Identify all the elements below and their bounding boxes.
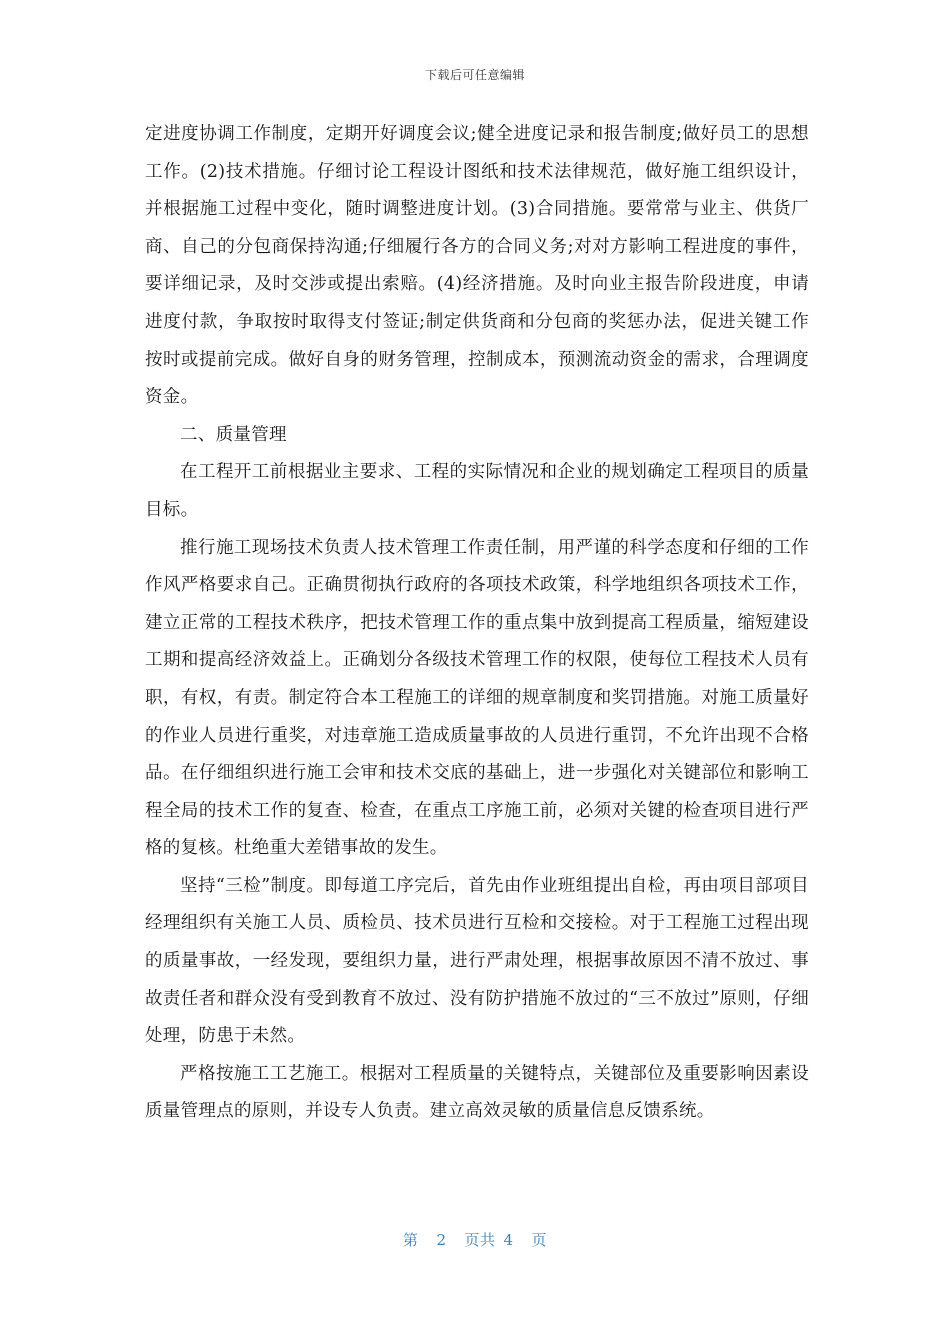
paragraph-technical-responsibility: 推行施工现场技术负责人技术管理工作责任制，用严谨的科学态度和仔细的工作作风严格要求自己。正确贯彻执行政府的各项技术政策，科学地组织各项技术工作，建立正常的工程技术秩序，把技术管理工作的重点集中放到提高工程质量，缩短建设工期和提高经济效益上。正确划分各级技术管理工作的权限，使每位工程技术人员有职，有权，有责。制定符合本工程施工的详细的规章制度和奖罚措施。对施工质量好的作业人员进行重奖，对违章施工造成质量事故的人员进行重罚，不允许出现不合格品。在仔细组织进行施工会审和技术交底的基础上，进一步强化对关键部位和影响工程全局的技术工作的复查、检查，在重点工序施工前，必须对关键的检查项目进行严格的复核。杜绝重大差错事故的发生。: [145, 537, 809, 859]
paragraph-three-inspections: 坚持“三检”制度。即每道工序完后，首先由作业班组提出自检，再由项目部项目经理组织有关施工人员、质检员、技术员进行互检和交接检。对于工程施工过程出现的质量事故，一经发现，要组织力量，进行严肃处理，根据事故原因不清不放过、事故责任者和群众没有受到教育不放过、没有防护措施不放过的“三不放过”原则，仔细处理，防患于未然。: [145, 875, 809, 1047]
paragraph-quality-goal: 在工程开工前根据业主要求、工程的实际情况和企业的规划确定工程项目的质量目标。: [145, 462, 809, 520]
document-body: [145, 116, 809, 1131]
paragraph-process-construction: 严格按施工工艺施工。根据对工程质量的关键特点，关键部位及重要影响因素设质量管理点的原则，并设专人负责。建立高效灵敏的质量信息反馈系统。: [145, 1063, 809, 1122]
page-footer: [0, 1229, 950, 1250]
paragraph-progress-measures: 定进度协调工作制度，定期开好调度会议;健全进度记录和报告制度;做好员工的思想工作。(2)技术措施。仔细讨论工程设计图纸和技术法律规范，做好施工组织设计，并根据施工过程中变化，随时调整进度计划。(3)合同措施。要常常与业主、供货厂商、自己的分包商保持沟通;仔细履行各方的合同义务;对对方影响工程进度的事件，要详细记录，及时交涉或提出索赔。(4)经济措施。及时向业主报告阶段进度，申请进度付款，争取按时取得支付签证;制定供货商和分包商的奖惩办法，促进关键工作按时或提前完成。做好自身的财务管理，控制成本，预测流动资金的需求，合理调度资金。: [145, 124, 809, 408]
page-header: 下载后可任意编辑: [424, 68, 525, 82]
footer-current-page: 2: [436, 1231, 447, 1249]
footer-total-pages: 4: [503, 1231, 514, 1249]
footer-label-page: 第: [402, 1231, 419, 1249]
footer-label-of: 页共: [464, 1231, 496, 1249]
section-heading-quality-management: 二、质量管理: [180, 424, 287, 445]
footer-label-end: 页: [531, 1231, 548, 1249]
